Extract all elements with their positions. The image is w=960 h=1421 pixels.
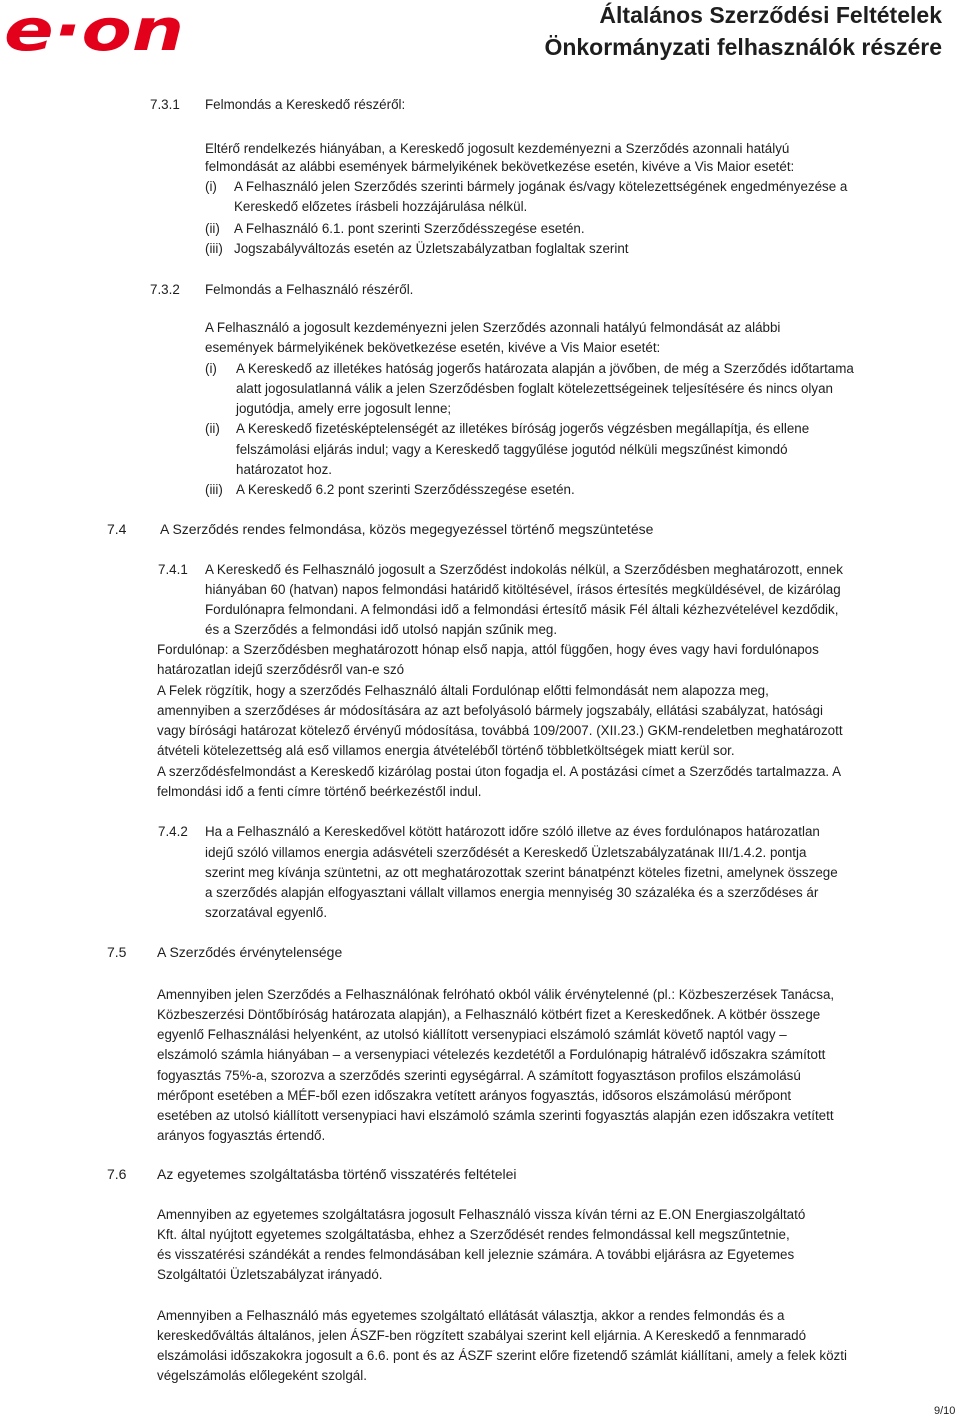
section-number-7-4: 7.4: [107, 521, 127, 537]
paragraph-line: A Felek rögzítik, hogy a szerződés Felhasználó általi Fordulónap előtti felmondását nem alapozza meg,: [157, 683, 769, 698]
paragraph-line: határozatlan idejű szerződésről van-e szó: [157, 662, 405, 677]
paragraph-line: A Felhasználó jelen Szerződés szerinti bármely jogának és/vagy kötelezettségének engedményezése a: [234, 179, 848, 194]
paragraph-line: hiányában 60 (hatvan) napos felmondási határidő kitöltésével, írásos értesítés megküldésével, de kizárólag: [205, 582, 841, 597]
paragraph-line: A Kereskedő fizetésképtelenségét az illetékes bíróság jogerős végzésben megállapítja, és ellene: [236, 421, 810, 436]
section-number-7-4-2: 7.4.2: [158, 824, 188, 839]
paragraph-line: felmondási idő a fenti címre történő beérkezéstől indul.: [157, 784, 482, 799]
paragraph-line: A Felhasználó a jogosult kezdeményezni jelen Szerződés azonnali hatályú felmondását az alábbi: [205, 320, 781, 335]
document-subtitle: Önkormányzati felhasználók részére: [544, 34, 942, 60]
section-title-7-3-1: Felmondás a Kereskedő részéről:: [205, 97, 406, 112]
paragraph-line: Amennyiben a Felhasználó más egyetemes szolgáltató ellátását választja, akkor a rendes felmondás és a: [157, 1308, 785, 1323]
page-number: 9/10: [934, 1405, 956, 1417]
paragraph-line: és visszatérési szándékát a rendes felmondásában kell jeleznie számára. A további eljárásra az Egyetemes: [157, 1247, 795, 1262]
paragraph-line: mérőpont esetében a MÉF-ből ezen időszakra vetített arányos fogyasztás, idősoros elszámolású mérőpont: [157, 1088, 792, 1103]
paragraph-line: A Kereskedő 6.2 pont szerinti Szerződésszegése esetén.: [236, 482, 575, 497]
section-title-7-4: A Szerződés rendes felmondása, közös megegyezéssel történő megszüntetése: [160, 521, 654, 537]
paragraph-line: elszámolási időszakokra jogosult a 6.6. pont és az ÁSZF szerint előre fizetendő számlát kiállítani, amely a felek közti: [157, 1348, 847, 1363]
paragraph-line: vagy bírósági határozat kötelező érvényű módosítása, továbbá 109/2007. (XII.23.) GKM-rendeletben meghatározott: [157, 723, 843, 738]
eon-logo: [4, 2, 186, 62]
paragraph-line: Szolgáltatói Üzletszabályzat irányadó.: [157, 1267, 383, 1282]
paragraph-line: A Felhasználó 6.1. pont szerinti Szerződésszegése esetén.: [234, 221, 585, 236]
paragraph-line: átvételi kötelezettség alá eső villamos energia átvételéből történő többletköltségek miatt kerül sor.: [157, 743, 735, 758]
list-label: (i): [205, 179, 217, 194]
paragraph-line: alatt jogosulatlanná válik a jelen Szerződésben foglalt kötelezettségeinek teljesítésére és nincs olyan: [236, 381, 833, 396]
paragraph-line: Közbeszerzési Döntőbíróság határozata alapján), a Felhasználó kötbért fizet a Kereskedőnek. A kötbér összege: [157, 1007, 821, 1022]
document-title: Általános Szerződési Feltételek: [599, 2, 942, 28]
paragraph-line: Kft. által nyújtott egyetemes szolgáltatásba, ehhez a Szerződését rendes felmondással kell megszűntetnie,: [157, 1227, 790, 1242]
section-title-7-6: Az egyetemes szolgáltatásba történő visszatérés feltételei: [157, 1166, 517, 1182]
paragraph-line: kereskedőváltás általános, jelen ÁSZF-ben rögzített szabályai szerint kell eljárnia. A Kereskedő a fennmaradó: [157, 1328, 807, 1343]
paragraph-line: szorzatával egyenlő.: [205, 905, 328, 920]
section-number-7-5: 7.5: [107, 944, 127, 960]
list-label: (iii): [205, 482, 223, 497]
paragraph-line: Fordulónap: a Szerződésben meghatározott hónap első napja, attól függően, hogy éves vagy havi fordulónapos: [157, 642, 819, 657]
list-label: (ii): [205, 421, 220, 436]
paragraph-line: Fordulónapra felmondani. A felmondási idő a felmondási értesítő másik Fél általi kézhezvételével kezdődik,: [205, 602, 839, 617]
paragraph-line: A Kereskedő az illetékes hatóság jogerős határozata alapján a jövőben, de még a Szerződés időtartama: [236, 361, 854, 376]
paragraph-line: Jogszabályváltozás esetén az Üzletszabályzatban foglaltak szerint: [234, 241, 629, 256]
paragraph-line: A Kereskedő és Felhasználó jogosult a Szerződést indokolás nélkül, a Szerződésben meghatározott, ennek: [205, 562, 843, 577]
paragraph-line: jogutódja, amely erre jogosult lenne;: [236, 401, 452, 416]
paragraph-line: határozatot hoz.: [236, 462, 333, 477]
section-title-7-3-2: Felmondás a Felhasználó részéről.: [205, 282, 414, 297]
paragraph-line: Eltérő rendelkezés hiányában, a Kereskedő jogosult kezdeményezni a Szerződés azonnali hatályú: [205, 141, 790, 156]
list-label: (i): [205, 361, 217, 376]
paragraph-line: és a Szerződés a felmondási idő utolsó napján szűnik meg.: [205, 622, 558, 637]
section-title-7-5: A Szerződés érvénytelensége: [157, 944, 343, 960]
paragraph-line: Kereskedő előzetes írásbeli hozzájárulása nélkül.: [234, 199, 528, 214]
section-number-7-3-1: 7.3.1: [150, 97, 180, 112]
paragraph-line: elszámoló számla hiányában – a versenypiaci vételezés kezdetétől a Fordulónapig hátralévő időszakra számított: [157, 1047, 826, 1062]
paragraph-line: felszámolási eljárás indul; vagy a Kereskedő taggyűlése jogutód nélküli megszűnést kimondó: [236, 442, 788, 457]
paragraph-line: Amennyiben az egyetemes szolgáltatásra jogosult Felhasználó vissza kíván térni az E.ON Energiaszolgáltató: [157, 1207, 806, 1222]
paragraph-line: Amennyiben jelen Szerződés a Felhasználónak felróható okból válik érvénytelenné (pl.: Közbeszerzések Tanácsa,: [157, 987, 835, 1002]
paragraph-line: végelszámolás előlegeként szolgál.: [157, 1368, 367, 1383]
eon-logo-text: e·on: [4, 2, 184, 62]
list-label: (ii): [205, 221, 220, 236]
paragraph-line: idejű szóló villamos energia adásvételi szerződését a Kereskedő Üzletszabályzatának III/1.4.2. pontja: [205, 845, 807, 860]
paragraph-line: fogyasztás 75%-a, szorozva a szerződés szerinti egységárral. A számított fogyasztáson profilos elszámolású: [157, 1068, 801, 1083]
paragraph-line: A szerződésfelmondást a Kereskedő kizárólag postai úton fogadja el. A postázási címet a Szerződés tartalmazza. A: [157, 764, 842, 779]
section-number-7-6: 7.6: [107, 1166, 127, 1182]
paragraph-line: arányos fogyasztás értendő.: [157, 1128, 326, 1143]
paragraph-line: Ha a Felhasználó a Kereskedővel kötött határozott időre szóló illetve az éves fordulónapos határozatlan: [205, 824, 820, 839]
paragraph-line: a szerződés alapján elfogyasztani vállalt villamos energia mennyiség 30 százaléka és a szerződéses ár: [205, 885, 819, 900]
section-number-7-4-1: 7.4.1: [158, 562, 188, 577]
paragraph-line: felmondását az alábbi események bármelyikének bekövetkezése esetén, kivéve a Vis Maior esetét:: [205, 159, 795, 174]
paragraph-line: esetében az utolsó kiállított versenypiaci havi elszámoló számla szerinti fogyasztás alapján ezen időszakra vetített: [157, 1108, 834, 1123]
paragraph-line: események bármelyikének bekövetkezése esetén, kivéve a Vis Maior esetét:: [205, 340, 661, 355]
list-label: (iii): [205, 241, 223, 256]
paragraph-line: amennyiben a szerződéses ár módosítására az azt befolyásoló bármely jogszabály, ellátási szabályzat, hatósági: [157, 703, 823, 718]
paragraph-line: egyenlő Felhasználási helyenként, az utolsó kiállított versenypiaci elszámoló számlát követő naptól vagy –: [157, 1027, 787, 1042]
section-number-7-3-2: 7.3.2: [150, 282, 180, 297]
paragraph-line: szerint meg kívánja szüntetni, az ott meghatározottak szerint bánatpénzt köteles fizetni, amelynek összege: [205, 865, 838, 880]
